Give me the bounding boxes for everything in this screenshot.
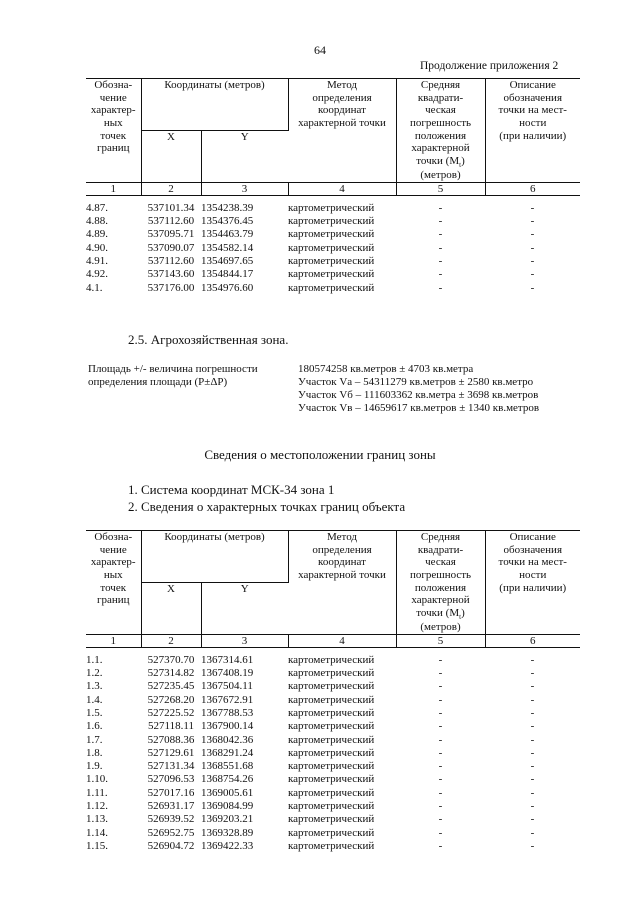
coord-x: 537095.71 (147, 228, 195, 241)
coord-x: 526904.72 (147, 839, 195, 852)
header-row (86, 531, 580, 583)
error: - (438, 826, 443, 839)
coord-x: 526952.75 (147, 826, 195, 839)
coord-x: 527131.34 (147, 760, 195, 773)
appendix-continuation: Продолжение приложения 2 (420, 60, 559, 72)
table-row (86, 827, 580, 840)
coord-x: 527129.61 (147, 746, 195, 759)
table-row (86, 228, 580, 241)
error: - (438, 281, 443, 294)
location-heading: Сведения о местоположении границ зоны (204, 447, 436, 462)
coord-y: 1367408.19 (201, 667, 254, 680)
column-number: 5 (396, 182, 485, 195)
method: картометрический (288, 281, 375, 294)
description: - (530, 215, 535, 228)
point-id: 4.1. (86, 281, 103, 294)
coord-y: 1367504.11 (201, 680, 253, 693)
point-id: 1.15. (86, 839, 108, 852)
header-method: Метод определения координат характерной точки (288, 79, 396, 183)
error: - (438, 667, 443, 680)
column-number: 4 (288, 634, 396, 647)
table-row (86, 800, 580, 813)
coord-x: 527268.20 (147, 693, 195, 706)
table-header (86, 79, 580, 202)
point-id: 1.3. (86, 680, 103, 693)
header-error-unit: ) (метров) (420, 606, 465, 634)
description: - (530, 720, 535, 733)
coord-x: 527314.82 (147, 667, 195, 680)
coord-x: 527096.53 (147, 773, 195, 786)
header-x: X (141, 130, 201, 182)
point-id: 4.90. (86, 241, 108, 254)
coord-x: 537090.07 (147, 241, 195, 254)
coord-y: 1354582.14 (201, 241, 254, 254)
description: - (530, 653, 535, 666)
column-number: 5 (396, 634, 485, 647)
point-id: 1.9. (86, 760, 103, 773)
column-number: 6 (485, 182, 580, 195)
error: - (438, 215, 443, 228)
coord-x: 527235.45 (147, 680, 195, 693)
description: - (530, 733, 535, 746)
column-number: 3 (201, 182, 288, 195)
error: - (438, 746, 443, 759)
header-y: Y (240, 582, 249, 595)
coord-x: 537112.60 (147, 254, 195, 267)
header-coordinates: Координаты (метров) (141, 79, 288, 131)
method: картометрический (288, 839, 375, 852)
coord-x: 537101.34 (147, 201, 195, 214)
column-number: 1 (86, 182, 141, 195)
method: картометрический (288, 693, 375, 706)
method: картометрический (288, 268, 375, 281)
column-number: 6 (485, 634, 580, 647)
header-designation: Обозна- чение характер- ных точек границ (86, 531, 141, 635)
method: картометрический (288, 760, 375, 773)
header-description: Описание обозначения точки на мест- ности (при наличии) (485, 531, 580, 635)
point-id: 1.14. (86, 826, 108, 839)
column-number-row (86, 634, 580, 647)
point-id: 1.13. (86, 813, 108, 826)
error: - (438, 786, 443, 799)
method: картометрический (288, 720, 375, 733)
coord-y: 1354976.60 (201, 281, 254, 294)
method: картометрический (288, 201, 375, 214)
description: - (530, 839, 535, 852)
description: - (530, 813, 535, 826)
coord-y: 1354463.79 (201, 228, 254, 241)
coord-y: 1354238.39 (201, 201, 254, 214)
method: картометрический (288, 826, 375, 839)
header-designation: Обозна- чение характер- ных точек границ (86, 79, 141, 183)
error: - (438, 201, 443, 214)
table-header (86, 531, 580, 654)
method: картометрический (288, 706, 375, 719)
table-body (86, 654, 580, 853)
coord-y: 1368551.68 (201, 760, 254, 773)
list-item-characteristic-points: 2. Сведения о характерных точках границ объекта (128, 499, 406, 514)
table-row (86, 215, 580, 228)
error: - (438, 680, 443, 693)
point-id: 1.4. (86, 693, 103, 706)
error: - (438, 799, 443, 812)
header-error-unit: ) (метров) (420, 154, 465, 182)
description: - (530, 268, 535, 281)
table-row (86, 787, 580, 800)
header-error-subscript: t (459, 161, 462, 170)
method: картометрический (288, 653, 375, 666)
area-plot-c: Участок Vв – 14659617 кв.метров ± 1340 кв.метров (298, 402, 540, 414)
table-row (86, 734, 580, 747)
point-id: 4.92. (86, 268, 108, 281)
error: - (438, 760, 443, 773)
table-row (86, 282, 580, 295)
point-id: 1.7. (86, 733, 103, 746)
point-id: 1.8. (86, 746, 103, 759)
header-row (86, 79, 580, 131)
zone-heading: 2.5. Агрохозяйственная зона. (128, 332, 289, 347)
coord-x: 527118.11 (148, 720, 194, 733)
method: картометрический (288, 241, 375, 254)
column-number: 4 (288, 182, 396, 195)
coord-y: 1368042.36 (201, 733, 254, 746)
table-row (86, 202, 580, 215)
error: - (438, 653, 443, 666)
point-id: 1.2. (86, 667, 103, 680)
column-number-row (86, 182, 580, 195)
method: картометрический (288, 773, 375, 786)
column-number: 1 (86, 634, 141, 647)
description: - (530, 826, 535, 839)
point-id: 4.89. (86, 228, 108, 241)
point-id: 1.1. (86, 653, 103, 666)
description: - (530, 746, 535, 759)
method: картометрический (288, 215, 375, 228)
table-row (86, 720, 580, 733)
coord-y: 1368291.24 (201, 746, 254, 759)
description: - (530, 773, 535, 786)
header-method: Метод определения координат характерной точки (288, 531, 396, 635)
header-description: Описание обозначения точки на мест- ности (при наличии) (485, 79, 580, 183)
coord-y: 1369005.61 (201, 786, 254, 799)
error: - (438, 241, 443, 254)
table-row (86, 760, 580, 773)
coord-y: 1354844.17 (201, 268, 254, 281)
point-id: 1.5. (86, 706, 103, 719)
boundary-points-table (86, 530, 580, 853)
description: - (530, 680, 535, 693)
column-number: 3 (201, 634, 288, 647)
description: - (530, 201, 535, 214)
point-id: 1.10. (86, 773, 108, 786)
method: картометрический (288, 799, 375, 812)
coord-y: 1367672.91 (201, 693, 254, 706)
area-plot-a: Участок Vа – 54311279 кв.метров ± 2580 кв.метро (298, 376, 534, 388)
list-item-coordinate-system: 1. Система координат МСК-34 зона 1 (128, 482, 335, 497)
coord-y: 1369328.89 (201, 826, 254, 839)
method: картометрический (288, 228, 375, 241)
column-number: 2 (141, 634, 201, 647)
coord-y: 1354376.45 (201, 215, 254, 228)
description: - (530, 667, 535, 680)
error: - (438, 693, 443, 706)
coord-x: 527225.52 (147, 706, 195, 719)
boundary-points-table (86, 78, 580, 295)
table-row (86, 747, 580, 760)
coord-x: 537112.60 (147, 215, 195, 228)
method: картометрический (288, 680, 375, 693)
point-id: 1.12. (86, 799, 108, 812)
description: - (530, 693, 535, 706)
method: картометрический (288, 733, 375, 746)
error: - (438, 228, 443, 241)
header-y: Y (240, 130, 249, 143)
error: - (438, 839, 443, 852)
coord-y: 1369084.99 (201, 799, 254, 812)
coord-x: 526939.52 (147, 813, 195, 826)
column-number: 2 (141, 182, 201, 195)
table-row (86, 242, 580, 255)
coord-x: 527088.36 (147, 733, 195, 746)
area-values (298, 363, 539, 415)
error: - (438, 813, 443, 826)
error: - (438, 720, 443, 733)
header-error-text: Средняя квадрати- ческая погрешность положения характерной точки (M (409, 531, 472, 619)
coord-x: 537143.60 (147, 268, 195, 281)
error: - (438, 773, 443, 786)
error: - (438, 254, 443, 267)
header-mean-square-error (396, 531, 485, 635)
area-label: Площадь +/- величина погрешности определения площади (P±ΔP) (88, 363, 258, 388)
table-row (86, 773, 580, 786)
coord-x: 537176.00 (147, 281, 195, 294)
coord-y: 1369203.21 (201, 813, 254, 826)
header-error-text: Средняя квадрати- ческая погрешность положения характерной точки (M (409, 79, 472, 167)
table-row (86, 707, 580, 720)
header-error-subscript: t (459, 613, 462, 622)
coord-y: 1367900.14 (201, 720, 254, 733)
description: - (530, 228, 535, 241)
description: - (530, 706, 535, 719)
error: - (438, 706, 443, 719)
coord-y: 1367314.61 (201, 653, 254, 666)
coord-y: 1367788.53 (201, 706, 254, 719)
coord-x: 527017.16 (147, 786, 195, 799)
error: - (438, 733, 443, 746)
coord-x: 527370.70 (147, 653, 195, 666)
table-row (86, 813, 580, 826)
point-id: 4.91. (86, 254, 108, 267)
header-mean-square-error (396, 79, 485, 183)
method: картометрический (288, 667, 375, 680)
header-x: X (141, 582, 201, 634)
error: - (438, 268, 443, 281)
description: - (530, 786, 535, 799)
header-coordinates: Координаты (метров) (141, 531, 288, 583)
method: картометрический (288, 746, 375, 759)
point-id: 4.88. (86, 215, 108, 228)
point-id: 1.11. (86, 786, 108, 799)
table-row (86, 268, 580, 281)
table-row (86, 680, 580, 693)
page-number: 64 (314, 43, 326, 57)
description: - (530, 760, 535, 773)
table-row (86, 654, 580, 667)
description: - (530, 241, 535, 254)
table-row (86, 840, 580, 853)
method: картометрический (288, 786, 375, 799)
table-body (86, 202, 580, 295)
area-total: 180574258 кв.метров ± 4703 кв.метра (298, 363, 474, 375)
area-plot-b: Участок Vб – 111603362 кв.метра ± 3698 кв.метров (298, 389, 539, 401)
point-id: 4.87. (86, 201, 108, 214)
point-id: 1.6. (86, 720, 103, 733)
coord-y: 1354697.65 (201, 254, 254, 267)
method: картометрический (288, 254, 375, 267)
description: - (530, 799, 535, 812)
table-row (86, 667, 580, 680)
table-row (86, 255, 580, 268)
coord-y: 1369422.33 (201, 839, 254, 852)
coord-x: 526931.17 (147, 799, 195, 812)
table-row (86, 694, 580, 707)
description: - (530, 281, 535, 294)
coord-y: 1368754.26 (201, 773, 254, 786)
description: - (530, 254, 535, 267)
method: картометрический (288, 813, 375, 826)
